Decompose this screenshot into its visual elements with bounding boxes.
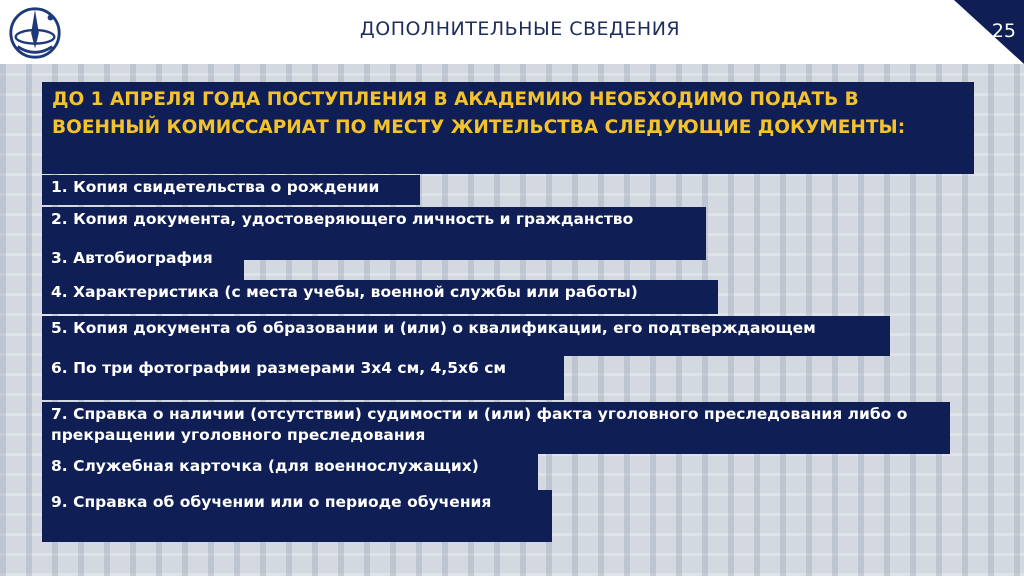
documents-heading: ДО 1 АПРЕЛЯ ГОДА ПОСТУПЛЕНИЯ В АКАДЕМИЮ НЕОБХОДИМО ПОДАТЬ В ВОЕННЫЙ КОМИССАРИАТ ПО МЕСТУ ЖИТЕЛЬСТВА СЛЕДУЮЩИЕ ДОКУМЕНТЫ:	[42, 82, 974, 174]
page-number: 25	[991, 20, 1016, 42]
list-item-5: 5. Копия документа об образовании и (или) о квалификации, его подтверждающем	[42, 316, 890, 356]
page-title: ДОПОЛНИТЕЛЬНЫЕ СВЕДЕНИЯ	[359, 18, 681, 40]
list-item-3: 3. Автобиография	[42, 246, 244, 282]
list-item-1: 1. Копия свидетельства о рождении	[42, 175, 420, 205]
list-item-4: 4. Характеристика (с места учебы, военной службы или работы)	[42, 280, 718, 314]
list-item-7: 7. Справка о наличии (отсутствии) судимости и (или) факта уголовного преследования либо о прекращении уголовного преследования	[42, 402, 950, 454]
list-item-9: 9. Справка об обучении или о периоде обучения	[42, 490, 552, 542]
list-item-8: 8. Служебная карточка (для военнослужащих)	[42, 454, 538, 490]
list-item-2: 2. Копия документа, удостоверяющего личность и гражданство	[42, 207, 706, 260]
list-item-6: 6. По три фотографии размерами 3х4 см, 4,5х6 см	[42, 356, 564, 400]
header-bar	[0, 0, 1024, 64]
